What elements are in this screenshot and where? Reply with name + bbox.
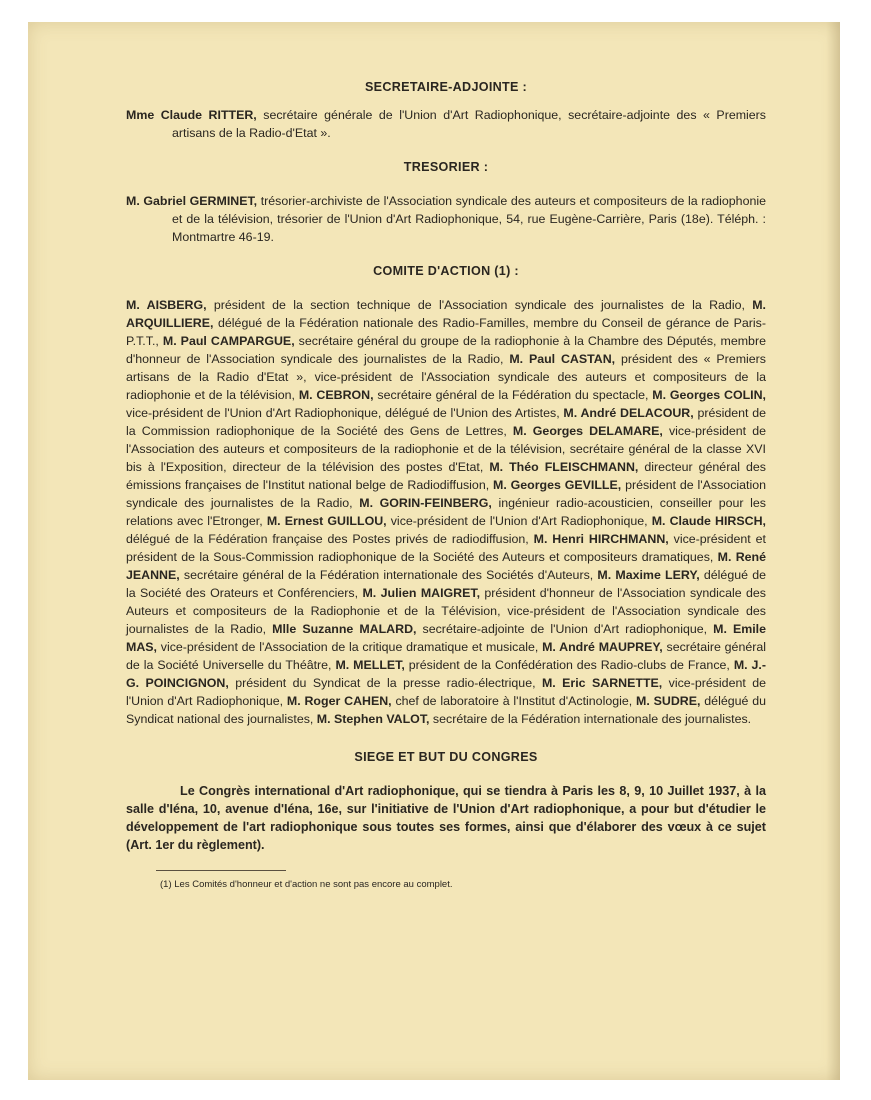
member-description: président d'honneur de l'Association syndicale des Auteurs et compositeurs de la Radiophonie et de la Télévision, vice-président de l'Association syndicale des journalistes de la Radio, <box>126 586 766 636</box>
member-description: directeur général des émissions françaises de l'Institut national belge de Radiodiffusion, <box>126 460 766 492</box>
member-description: délégué du Syndicat national des journalistes, <box>126 694 766 726</box>
member-name: M. Paul CAMPARGUE, <box>162 334 295 348</box>
member-description: président de la section technique de l'Association syndicale des journalistes de la Radio, <box>206 298 753 312</box>
comite-action-body <box>126 296 766 728</box>
member-description: vice-président de l'Union d'Art Radiophonique, <box>386 514 652 528</box>
member-description: chef de laboratoire à l'Institut d'Actinologie, <box>391 694 637 708</box>
siege-paragraph: Le Congrès international d'Art radiophonique, qui se tiendra à Paris les 8, 9, 10 Juillet 1937, à la salle d'Iéna, 10, avenue d'Iéna, 16e, sur l'initiative de l'Union d'Art radiophonique, a pour but d'étudier le développement de l'art radiophonique sous toutes ses formes, ainsi que d'élaborer des vœux à ce sujet (Art. 1er du règlement). <box>126 784 766 852</box>
member-name: M. André DELACOUR, <box>563 406 694 420</box>
member-name: M. SUDRE, <box>636 694 701 708</box>
member-name: M. Georges COLIN, <box>652 388 766 402</box>
member-name: M. André MAUPREY, <box>542 640 663 654</box>
member-description: vice-président de l'Association de la critique dramatique et musicale, <box>156 640 543 654</box>
member-description: président de la Commission radiophonique de la Société des Gens de Lettres, <box>126 406 766 438</box>
member-name: M. Ernest GUILLOU, <box>266 514 387 528</box>
member-description: président de la Confédération des Radio-clubs de France, <box>404 658 734 672</box>
footnote: (1) Les Comités d'honneur et d'action ne sont pas encore au complet. <box>160 879 453 890</box>
entry-tresorier-name: M. Gabriel GERMINET, <box>126 194 258 208</box>
member-name: M. GORIN-FEINBERG, <box>359 496 492 510</box>
member-description: délégué de la Fédération nationale des Radio-Familles, membre du Conseil de gérance de Paris-P.T.T., <box>126 316 766 348</box>
member-name: M. René JEANNE, <box>126 550 766 582</box>
member-description: vice-président de l'Association des auteurs et compositeurs de la radiophonie et de la télévision, secrétaire général de la classe XVI bis à l'Exposition, directeur de la télévision des postes d'Etat, <box>126 424 766 474</box>
member-name: M. Roger CAHEN, <box>286 694 392 708</box>
member-name: M. Emile MAS, <box>126 622 767 654</box>
entry-secretaire <box>126 106 766 142</box>
member-name: M. Georges GEVILLE, <box>493 478 622 492</box>
entry-secretaire-text: secrétaire générale de l'Union d'Art Radiophonique, secrétaire-adjointe des « Premiers artisans de la Radio-d'Etat ». <box>172 108 766 140</box>
document-content <box>126 78 766 894</box>
member-name: M. Stephen VALOT, <box>316 712 430 726</box>
member-description: secrétaire général de la Société Universelle du Théâtre, <box>126 640 767 672</box>
heading-secretaire: SECRETAIRE-ADJOINTE : <box>364 80 528 94</box>
member-description: secrétaire général du groupe de la radiophonie à la Chambre des Députés, membre d'honneur de l'Association syndicale des journalistes de la Radio, <box>126 334 766 366</box>
member-description: président des « Premiers artisans de la Radio d'Etat », vice-président de l'Association syndicale des auteurs et compositeurs de la radiophonie et de la télévision, <box>126 352 766 402</box>
member-name: M. AISBERG, <box>126 298 207 312</box>
member-name: M. Claude HIRSCH, <box>651 514 766 528</box>
member-description: secrétaire de la Fédération internationale des journalistes. <box>429 712 752 726</box>
footnote-rule <box>156 870 286 871</box>
entry-tresorier-text: trésorier-archiviste de l'Association syndicale des auteurs et compositeurs de la radiophonie et de la télévision, trésorier de l'Union d'Art Radiophonique, 54, rue Eugène-Carrière, Paris (18e). Téléph. : Montmartre 46-19. <box>172 194 767 244</box>
member-name: M. CEBRON, <box>298 388 374 402</box>
member-name: M. Eric SARNETTE, <box>541 676 663 690</box>
member-name: M. Maxime LERY, <box>597 568 700 582</box>
heading-tresorier: TRESORIER : <box>403 160 489 174</box>
page-edge-shadow <box>826 22 840 1080</box>
document-page <box>28 22 840 1080</box>
member-description: vice-président et président de la Sous-Commission radiophonique de la Société des Auteurs et compositeurs dramatiques, <box>126 532 766 564</box>
member-name: M. Georges DELAMARE, <box>512 424 663 438</box>
entry-secretaire-name: Mme Claude RITTER, <box>126 108 257 122</box>
member-name: M. Paul CASTAN, <box>509 352 616 366</box>
member-description: ingénieur radio-acousticien, conseiller pour les relations avec l'Etronger, <box>126 496 766 528</box>
member-description: président du Syndicat de la presse radio-électrique, <box>228 676 542 690</box>
heading-siege: SIEGE ET BUT DU CONGRES <box>354 750 538 764</box>
member-description: délégué de la Fédération française des Postes privés de radiodiffusion, <box>126 532 534 546</box>
member-description: vice-président de l'Union d'Art Radiophonique, <box>126 676 767 708</box>
member-name: M. Théo FLEISCHMANN, <box>489 460 639 474</box>
member-name: M. J.-G. POINCIGNON, <box>126 658 766 690</box>
member-name: M. Julien MAIGRET, <box>362 586 481 600</box>
member-description: secrétaire général de la Fédération internationale des Sociétés d'Auteurs, <box>179 568 598 582</box>
member-description: secrétaire général de la Fédération du spectacle, <box>373 388 653 402</box>
member-description: vice-président de l'Union d'Art Radiophonique, délégué de l'Union des Artistes, <box>126 406 564 420</box>
member-name: M. MELLET, <box>335 658 405 672</box>
member-name: M. ARQUILLIERE, <box>126 298 766 330</box>
member-description: président de l'Association syndicale des journalistes de la Radio, <box>126 478 767 510</box>
member-name: M. Henri HIRCHMANN, <box>533 532 669 546</box>
heading-comite: COMITE D'ACTION (1) : <box>373 264 519 278</box>
entry-tresorier <box>126 192 766 246</box>
member-name: Mlle Suzanne MALARD, <box>272 622 417 636</box>
member-description: délégué de la Société des Orateurs et Conférenciers, <box>126 568 766 600</box>
member-description: secrétaire-adjointe de l'Union d'Art radiophonique, <box>416 622 714 636</box>
